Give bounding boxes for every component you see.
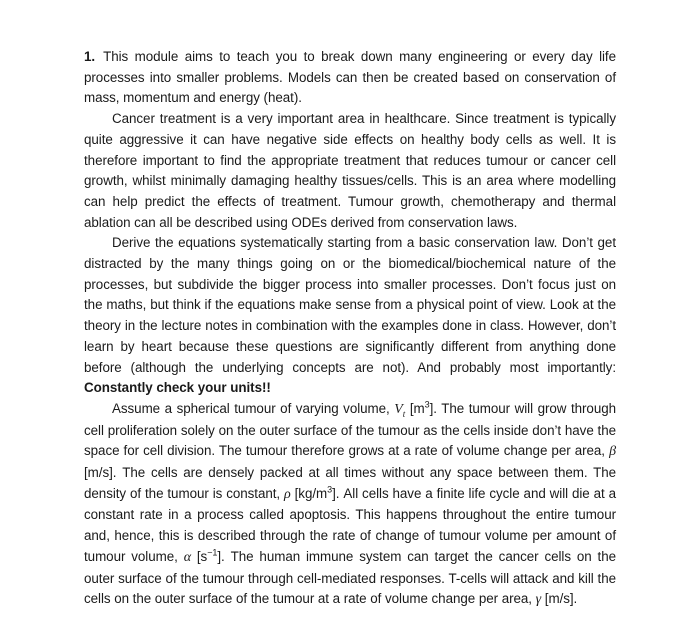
- paragraph-derive-equations: [84, 233, 616, 399]
- unit-alpha-close: ].: [217, 548, 225, 564]
- tumour-sentence-5: The human immune system can target the cancer cells on the outer surface of the tumour through cell-mediated responses. T-cells will attack and kill the cells on the outer surface of the tumour at a rate of volume change per area,: [84, 548, 617, 607]
- paragraph-cancer-treatment: [84, 109, 616, 233]
- question-number: 1.: [84, 49, 96, 64]
- tumour-sentence-4: All cells have a finite life cycle and will die at a constant rate in a process called apoptosis. This happens throughout the entire tumour and, hence, this is described through the rate of change of tumour volume per amount of tumour volume,: [84, 485, 617, 564]
- unit-volume-close: ].: [429, 400, 437, 416]
- unit-alpha: [197, 549, 225, 564]
- symbol-volume: [394, 402, 405, 417]
- derive-equations-text: Derive the equations systematically starting from a basic conservation law. Don’t get distracted by the many things going on or the biomedical/biochemical nature of the processes, but subdivide the bigger process into smaller processes. Don’t focus just on the maths, but think if the equations make sense from a physical point of view. Look at the theory in the lecture notes in combination with the examples done in class. However, don’t learn by heart because these questions are significantly different from anything done before (although the underlying concepts are not). And probably most importantly:: [84, 235, 616, 375]
- unit-rho-close: ].: [332, 485, 340, 501]
- unit-gamma: [m/s].: [544, 591, 578, 607]
- unit-alpha-exponent: −1: [207, 547, 218, 558]
- paragraph-intro: [84, 47, 616, 109]
- unit-rho-base: [kg/m: [294, 485, 328, 501]
- unit-volume-base: [m: [409, 400, 425, 416]
- unit-alpha-base: [s: [196, 548, 208, 564]
- paragraph-tumour-model: [84, 399, 616, 611]
- symbol-volume-letter: V: [394, 401, 403, 417]
- unit-volume-exponent: 3: [424, 399, 430, 410]
- question-text-block: [84, 47, 616, 611]
- unit-beta: [m/s].: [84, 465, 117, 481]
- intro-text: This module aims to teach you to break down many engineering or every day life processes into smaller problems. Models can then be created based on conservation of mass, momentum and energy (heat).: [84, 49, 616, 106]
- symbol-alpha: α: [183, 549, 191, 565]
- symbol-gamma: γ: [535, 592, 542, 608]
- symbol-rho: ρ: [284, 486, 291, 502]
- tumour-sentence-3: The cells are densely packed at all times without any space between them. The density of the tumour is constant,: [84, 465, 617, 501]
- symbol-beta: β: [609, 444, 616, 460]
- tumour-sentence-1: Assume a spherical tumour of varying volume,: [112, 400, 390, 416]
- cancer-treatment-text: Cancer treatment is a very important area in healthcare. Since treatment is typically quite aggressive it can have negative side effects on healthy body cells as well. It is therefore important to find the appropriate treatment that reduces tumour or cancer cell growth, whilst minimally damaging healthy tissues/cells. This is an area where modelling can help predict the effects of treatment. Tumour growth, chemotherapy and thermal ablation can all be described using ODEs derived from conservation laws.: [84, 111, 616, 230]
- units-emphasis: Constantly check your units!!: [84, 380, 271, 396]
- symbol-volume-subscript: t: [402, 408, 406, 419]
- tumour-sentence-2: The tumour will grow through cell proliferation solely on the outer surface of the tumour as the cells inside don’t have the space for cell division. The tumour therefore grows at a rate of volume change per area,: [84, 400, 617, 459]
- unit-volume: [410, 401, 437, 416]
- unit-rho: [295, 486, 340, 501]
- unit-rho-exponent: 3: [327, 484, 333, 495]
